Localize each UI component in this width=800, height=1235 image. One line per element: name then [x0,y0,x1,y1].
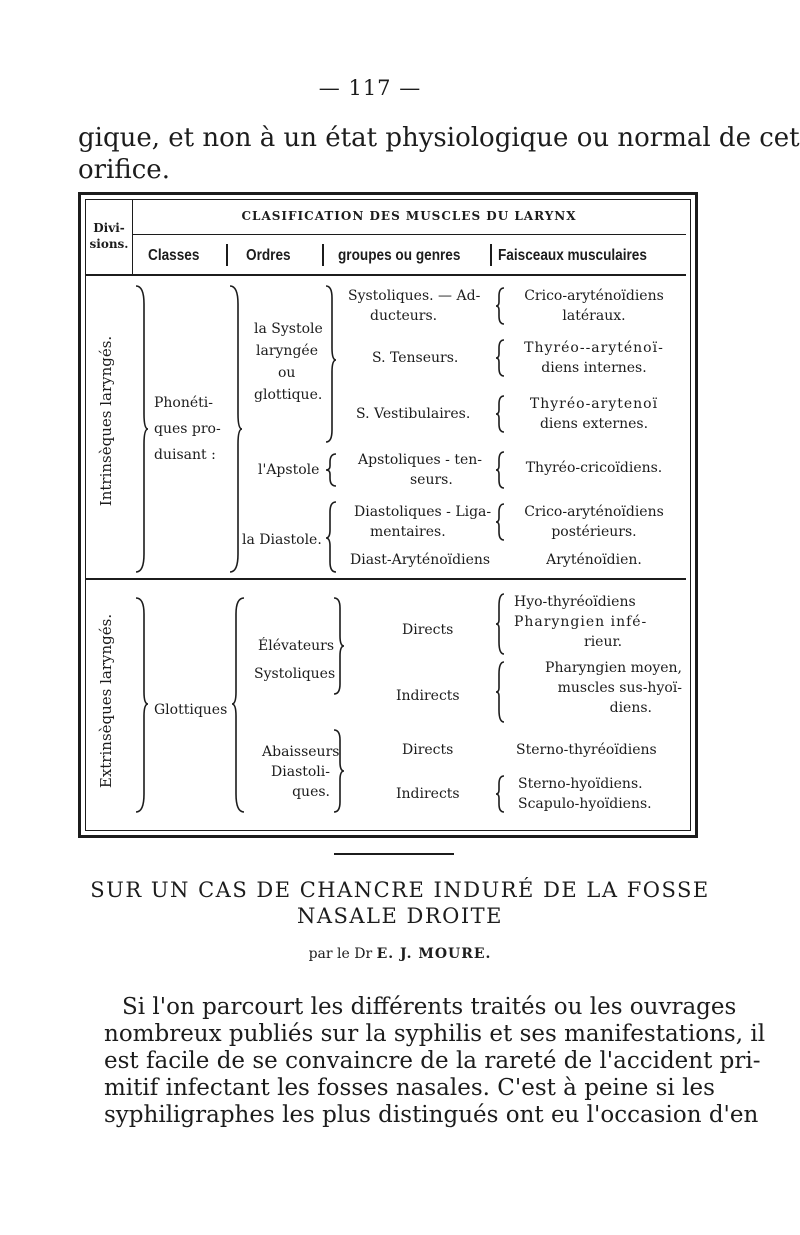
groupe-adducteurs [348,286,480,326]
brace-groupes-apstole [324,452,338,488]
groupe-line: Diastoliques - Liga- [354,504,492,520]
ordre-elevateurs [254,632,336,688]
faisceau-line: Thyréo--aryténoï- [524,340,664,356]
division-intrinseques: Intrinsèques laryngés. [97,335,115,507]
byline [0,946,800,962]
brace-groupes-diastole [324,500,338,574]
brace-groupes-abaisseurs [332,728,346,814]
section-divider [334,853,454,855]
faisceau-line: latéraux. [562,308,626,324]
ordre-diastole: la Diastole. [242,532,322,548]
groupe-line: ducteurs. [370,308,438,324]
table-caption: CLASIFICATION DES MUSCLES DU LARYNX [241,209,577,223]
ordre-line: ques. [292,784,330,800]
brace-faisceau [494,592,506,656]
brace-faisceau [494,502,506,542]
brace-faisceau [494,774,506,814]
brace-ordres-extrinseques [230,596,246,814]
brace-faisceau [494,394,506,434]
classe-phonetiques [154,390,221,468]
faisceau-line: Crico-aryténoïdiens [524,288,664,304]
division-extrinseques: Extrinsèques laryngés. [97,613,115,789]
faisceau-line: Scapulo-hyoïdiens. [518,796,652,812]
ordre-apstole: l'Apstole [258,462,320,478]
groupe-vestibulaires: S. Vestibulaires. [356,406,471,422]
brace-faisceau [494,286,506,326]
article-title-line-2: NASALE DROITE [296,904,504,928]
brace-classe-intrinseques [134,284,150,574]
body-line: est facile de se convaincre de la rareté de l'accident pri- [104,1048,761,1074]
ordre-line: Abaisseurs [262,744,340,760]
ordre-systole [254,318,323,406]
muscle-classification-table [78,192,698,838]
groupe-directs: Directs [402,622,454,638]
faisceau-thyreo-externes [506,394,682,434]
page-number: — 117 — [318,76,422,100]
groupe-indirects: Indirects [396,688,460,704]
groupe-tenseurs: S. Tenseurs. [372,350,459,366]
faisceau-line: diens internes. [541,360,647,376]
brace-faisceau [494,450,506,490]
intro-line: orifice. [78,155,170,185]
brace-groupes-systole [324,284,338,444]
faisceau-line: Hyo-thyréoïdiens [514,594,636,610]
groupe-diastoliques [354,502,491,542]
faisceau-sterno-scapulo [518,774,652,814]
article-body [104,994,766,1129]
faisceau-arytenoidien: Aryténoïdien. [546,552,642,568]
divisions-header-line: sions. [89,237,129,251]
ordre-line: laryngée [256,343,318,359]
faisceau-line: rieur. [584,634,623,650]
groupe-directs: Directs [402,742,454,758]
classe-glottiques: Glottiques [154,702,228,718]
body-line: syphiligraphes les plus distingués ont eu l'occasion d'en [104,1102,759,1128]
groupe-apstoliques [358,450,482,490]
groupe-line: Apstoliques - ten- [358,452,483,468]
ordre-line: glottique. [254,387,323,403]
faisceau-thyreo-internes [506,338,682,378]
faisceau-sterno-thyreoidiens: Sterno-thyréoïdiens [516,742,657,758]
groupe-line: mentaires. [370,524,446,540]
faisceau-pharyngien-moyen [516,658,682,718]
classe-line: duisant : [154,447,216,463]
faisceau-line: postérieurs. [551,524,637,540]
faisceau-line: Pharyngien moyen, [545,660,682,676]
classe-line: Phonéti- [154,395,214,411]
faisceau-line: Crico-aryténoïdiens [524,504,664,520]
faisceau-line: Pharyngien infé- [514,614,648,630]
groupe-indirects: Indirects [396,786,460,802]
brace-groupes-elevateurs [332,596,346,696]
table-inner-frame [85,199,691,831]
faisceau-hyo-thyreoidiens [514,592,647,652]
faisceau-line: diens externes. [539,416,649,432]
faisceau-thyreo-cricoidiens: Thyréo-cricoïdiens. [525,460,663,476]
faisceau-line: Sterno-hyoïdiens. [518,776,643,792]
body-line: mitif infectant les fosses nasales. C'est à peine si les [104,1075,715,1101]
faisceau-crico-lateraux [506,286,682,326]
faisceau-line: Thyréo-arytenoï [529,396,659,412]
body-line: Si l'on parcourt les différents traités ou les ouvrages [122,994,737,1020]
byline-prefix: par le Dr [308,946,373,962]
ordre-line: ou [278,365,296,381]
groupe-diast-arytenoidiens: Diast-Aryténoïdiens [350,552,491,568]
ordre-line: la Systole [254,321,323,337]
brace-classe-extrinseques [134,596,150,814]
article-title-line-1: SUR UN CAS DE CHANCRE INDURÉ DE LA FOSSE [90,878,710,902]
brace-faisceau [494,338,506,378]
classe-line: ques pro- [154,421,221,437]
intro-line: gique, et non à un état physiologique ou normal de cet [78,123,800,153]
faisceau-line: muscles sus-hyoï- [557,680,682,696]
divisions-header-line: Divi- [93,221,125,235]
col-header-ordres: Ordres [246,247,291,264]
ordre-abaisseurs [262,742,340,802]
body-line: nombreux publiés sur la syphilis et ses manifestations, il [104,1021,766,1047]
ordre-line: Élévateurs [258,638,335,654]
ordre-line: Systoliques [254,666,336,682]
intro-paragraph [78,122,800,186]
groupe-line: Systoliques. — Ad- [348,288,481,304]
byline-author: E. J. MOURE. [376,946,492,962]
groupe-line: seurs. [410,472,453,488]
ordre-line: Diastoli- [271,764,330,780]
col-header-faisceaux: Faisceaux musculaires [498,247,647,264]
col-header-classes: Classes [148,247,200,264]
col-header-groupes: groupes ou genres [338,247,461,264]
faisceau-line: diens. [609,700,652,716]
faisceau-crico-posterieurs [506,502,682,542]
divisions-header [86,220,132,252]
brace-faisceau [494,660,506,724]
